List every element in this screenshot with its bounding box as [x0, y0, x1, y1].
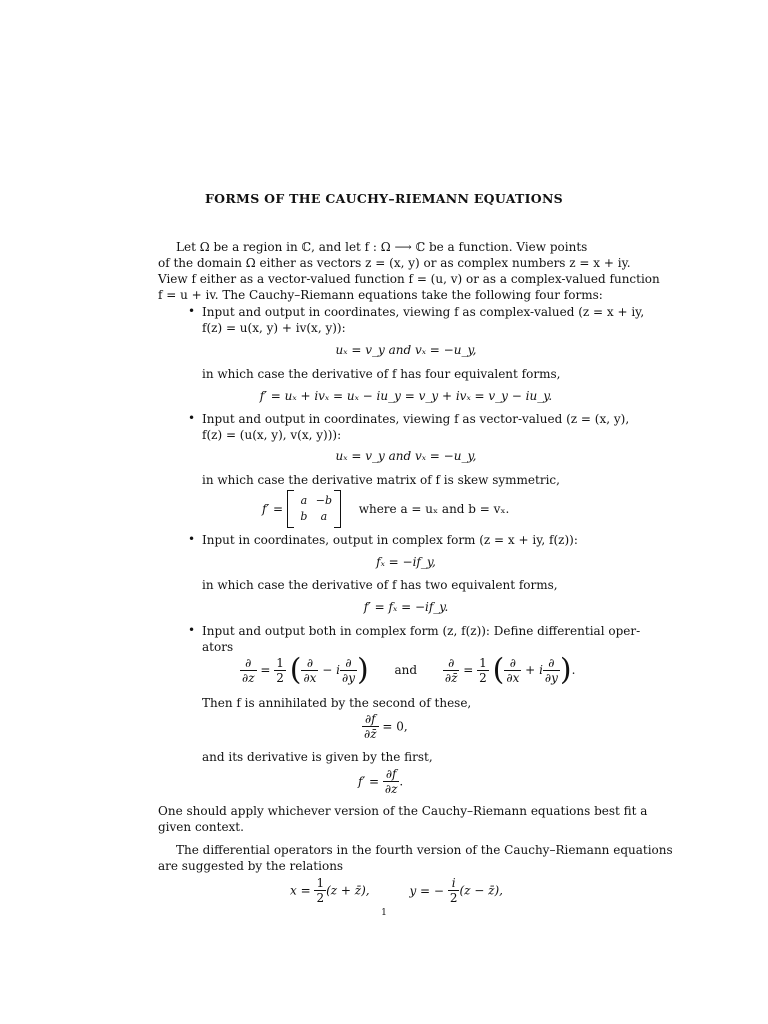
- form1-line-1: Input and output in coordinates, viewing f as complex-valued (z = x + iy,: [202, 305, 645, 319]
- matrix-a12: −b: [315, 494, 332, 507]
- form3-equation: fₓ = −if_y,: [376, 555, 436, 569]
- intro-line-2: of the domain Ω either as vectors z = (x, y) or as complex numbers z = x + iy.: [158, 256, 631, 270]
- page-number: 1: [381, 908, 387, 918]
- form4-then: Then f is annihilated by the second of these,: [202, 696, 472, 710]
- form4-line-1: Input and output both in complex form (z, f(z)): Define differential oper-: [202, 624, 641, 638]
- form2-after: in which case the derivative matrix of f is skew symmetric,: [202, 473, 560, 487]
- op-half-2: $\frac{1}{2}$: [479, 656, 487, 685]
- matrix-a21: b: [300, 510, 308, 523]
- bullet-4: •: [188, 623, 196, 637]
- form4-line-2: ators: [202, 640, 234, 654]
- closing1-line-1: One should apply whichever version of the Cauchy–Riemann equations best fit a: [158, 804, 648, 818]
- matrix-where: where a = uₓ and b = vₓ.: [358, 502, 510, 516]
- form3-line-1: Input in coordinates, output in complex form (z = x + iy, f(z)):: [202, 533, 578, 547]
- operator-and: and: [394, 663, 418, 677]
- form1-equation: uₓ = v_y and vₓ = −u_y,: [335, 343, 477, 357]
- derivative-equation: f′ = $\frac{\partial f}{\partial z}$ .: [358, 767, 404, 796]
- form3-derivative: f′ = fₓ = −if_y.: [363, 600, 449, 614]
- bullet-3: •: [188, 532, 196, 546]
- form1-line-2: f(z) = u(x, y) + iv(x, y)):: [202, 321, 346, 335]
- relations-equation: x = $\frac{1}{2}$ (z + z̄), y = − $\frac{i}{2}$ (z − z̄),: [290, 876, 503, 905]
- closing2-line-2: are suggested by the relations: [158, 859, 344, 873]
- form3-after: in which case the derivative of f has two equivalent forms,: [202, 578, 558, 592]
- bullet-2: •: [188, 411, 196, 425]
- intro-line-1: Let Ω be a region in ℂ, and let f : Ω ⟶ ℂ be a function. View points: [176, 240, 588, 254]
- form2-line-2: f(z) = (u(x, y), v(x, y))):: [202, 428, 342, 442]
- annihilation-equation: $\frac{\partial f}{\partial z̄}$ = 0,: [364, 712, 408, 741]
- operator-definitions: $\frac{\partial}{\partial z}$ = $\frac{1}{2}$ ( $\frac{\partial}{\partial x}$ − i $\frac{\partial}{\partial y}$ ) and $\frac{\partial}{\partial z̄}$ = $\frac{1}{2}$ ( $\frac{\partial}{\partial x}$ + i $\frac{\partial}{\partial y}$ ).: [242, 652, 576, 688]
- closing2-line-1: The differential operators in the fourth version of the Cauchy–Riemann equations: [176, 843, 673, 857]
- page-title: FORMS OF THE CAUCHY–RIEMANN EQUATIONS: [205, 191, 563, 206]
- op-dz-frac: $\frac{\partial}{\partial z}$: [242, 656, 255, 685]
- form1-after: in which case the derivative of f has four equivalent forms,: [202, 367, 561, 381]
- matrix-equation: [262, 490, 509, 528]
- matrix: [294, 493, 334, 525]
- form1-derivative: f′ = uₓ + ivₓ = uₓ − iu_y = v_y + ivₓ = v_y − iu_y.: [259, 389, 553, 403]
- op-dzbar-frac: $\frac{\partial}{\partial z̄}$: [444, 656, 458, 685]
- matrix-a11: a: [300, 494, 308, 507]
- intro-line-4: f = u + iv. The Cauchy–Riemann equations take the following four forms:: [158, 288, 603, 302]
- form2-line-1: Input and output in coordinates, viewing f as vector-valued (z = (x, y),: [202, 412, 630, 426]
- matrix-left-bracket: [287, 490, 294, 528]
- closing1-line-2: given context.: [158, 820, 244, 834]
- form4-deriv: and its derivative is given by the first,: [202, 750, 433, 764]
- op-half-1: $\frac{1}{2}$: [276, 656, 284, 685]
- matrix-lhs: f′ =: [262, 502, 284, 516]
- matrix-right-bracket: [334, 490, 341, 528]
- bullet-1: •: [188, 304, 196, 318]
- form2-equation: uₓ = v_y and vₓ = −u_y,: [335, 449, 477, 463]
- intro-line-3: View f either as a vector-valued function f = (u, v) or as a complex-valued function: [158, 272, 660, 286]
- matrix-a22: a: [320, 510, 328, 523]
